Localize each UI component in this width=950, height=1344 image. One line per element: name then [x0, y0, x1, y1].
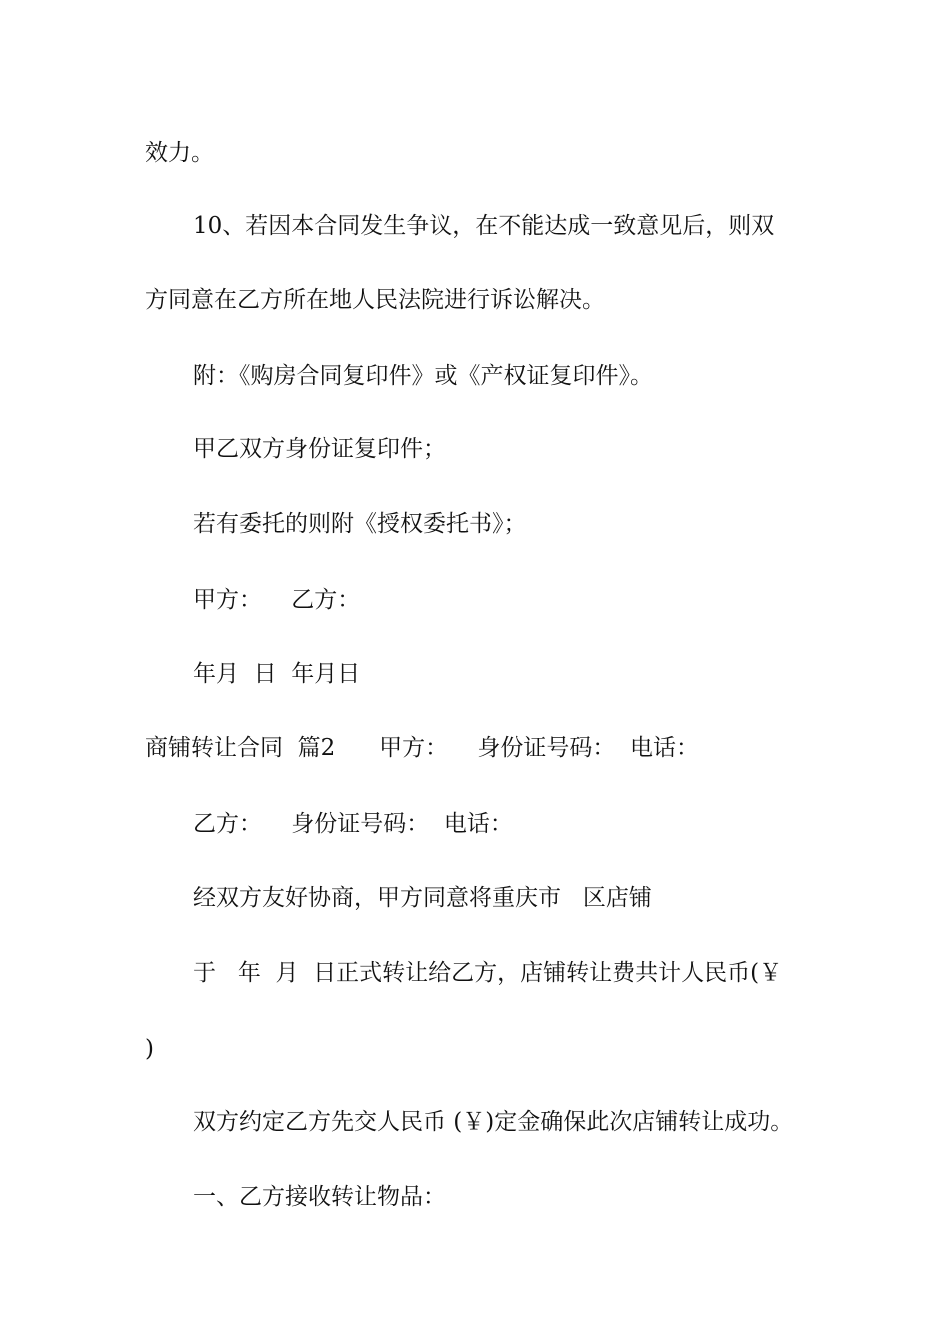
- party-b-info-line: 乙方： 身份证号码： 电话：: [193, 811, 513, 837]
- deposit-line: 双方约定乙方先交人民币 (￥)定金确保此次店铺转让成功。: [193, 1109, 794, 1135]
- transfer-date-line: 于 年 月 日正式转让给乙方，店铺转让费共计人民币(￥: [193, 960, 783, 986]
- clause-10-line-1: 10、若因本合同发生争议，在不能达成一致意见后，则双: [193, 213, 775, 239]
- paragraph-line-1: 效力。: [145, 140, 214, 166]
- signature-date-line: 年月 日 年月日: [193, 661, 361, 687]
- attachment-line: 附：《购房合同复印件》或《产权证复印件》。: [193, 363, 653, 389]
- contract-2-heading-line: 商铺转让合同 篇2 甲方： 身份证号码： 电话：: [145, 735, 699, 761]
- id-copy-line: 甲乙双方身份证复印件；: [193, 436, 446, 462]
- section-1-heading: 一、乙方接收转让物品：: [193, 1184, 446, 1210]
- signature-parties-line: 甲方： 乙方：: [193, 587, 361, 613]
- negotiation-line: 经双方友好协商，甲方同意将重庆市 区店铺: [193, 885, 652, 911]
- transfer-fee-close-line: ): [145, 1036, 154, 1062]
- authorization-line: 若有委托的则附《授权委托书》；: [193, 511, 527, 537]
- clause-10-line-2: 方同意在乙方所在地人民法院进行诉讼解决。: [145, 287, 605, 313]
